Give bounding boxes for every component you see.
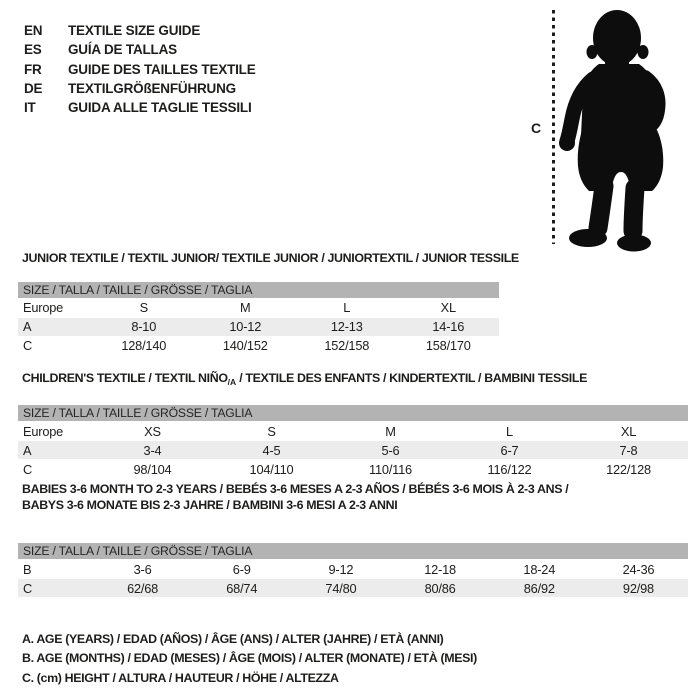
title-text: BABIES 3-6 MONTH TO 2-3 YEARS / BEBÉS 3-6 MESES A 2-3 AÑOS / BÉBÉS 3-6 MOIS À 2-3 ANS /	[22, 482, 569, 496]
row-label: B	[23, 561, 32, 577]
row-value: 4-5	[262, 442, 281, 458]
section-title	[22, 371, 688, 391]
table-row	[18, 337, 499, 355]
row-value: 5-6	[381, 442, 400, 458]
legend-line: C. (cm) HEIGHT / ALTURA / HAUTEUR / HÖHE / ALTEZZA	[22, 670, 339, 685]
row-value: M	[240, 300, 251, 315]
table-row	[18, 318, 499, 336]
row-value: 10-12	[229, 319, 262, 334]
row-value: 92/98	[622, 580, 654, 596]
row-value: XL	[620, 423, 637, 439]
table-row	[18, 560, 688, 578]
section-junior	[18, 248, 688, 355]
row-label: Europe	[23, 423, 64, 439]
language-label: GUIDA ALLE TAGLIE TESSILI	[68, 100, 252, 116]
row-value: 18-24	[523, 561, 556, 577]
row-value: 74/80	[325, 580, 357, 596]
legend-line: A. AGE (YEARS) / EDAD (AÑOS) / ÂGE (ANS) / ALTER (JAHRE) / ETÀ (ANNI)	[22, 632, 444, 646]
language-code: FR	[24, 61, 42, 77]
row-value: 68/74	[226, 580, 258, 596]
row-value: S	[139, 300, 148, 315]
language-code: IT	[24, 100, 36, 116]
language-row	[24, 60, 256, 79]
table-row	[18, 422, 688, 440]
row-value: 8-10	[131, 319, 157, 334]
language-label: GUÍA DE TALLAS	[68, 42, 177, 58]
section-title-line	[22, 482, 688, 498]
language-label: GUIDE DES TAILLES TEXTILE	[68, 61, 256, 77]
title-text: BABYS 3-6 MONATE BIS 2-3 JAHRE / BAMBINI 3-6 MESI A 2-3 ANNI	[22, 497, 398, 512]
section-title	[22, 482, 688, 513]
figure-area	[500, 0, 700, 255]
language-code: EN	[24, 23, 43, 39]
language-code: DE	[24, 81, 43, 97]
language-code: ES	[24, 42, 42, 58]
row-value: 116/122	[487, 461, 532, 477]
language-row	[24, 98, 256, 117]
language-row	[24, 21, 256, 40]
language-row	[24, 40, 256, 59]
section-children	[18, 355, 688, 479]
row-value: L	[343, 300, 351, 315]
row-value: XL	[440, 300, 456, 315]
row-value: 104/110	[249, 461, 294, 477]
row-label: Europe	[23, 300, 64, 315]
row-value: 80/86	[424, 580, 456, 596]
row-value: 158/170	[425, 338, 471, 353]
row-label: C	[23, 338, 33, 353]
row-value: 12-13	[330, 319, 363, 334]
table-row	[18, 441, 688, 459]
legend-line: B. AGE (MONTHS) / EDAD (MESES) / ÂGE (MOIS) / ALTER (MONATE) / ETÀ (MESI)	[22, 651, 477, 666]
row-value: 152/158	[324, 338, 370, 353]
language-list	[24, 21, 256, 117]
table-row	[18, 299, 499, 317]
row-value: 14-16	[432, 319, 465, 334]
section-babies	[18, 478, 688, 597]
title-text: CHILDREN'S TEXTILE / TEXTIL NIÑO	[22, 370, 228, 385]
row-value: 140/152	[222, 338, 268, 353]
row-value: 6-9	[232, 561, 251, 577]
row-value: 24-36	[622, 561, 655, 577]
row-value: XS	[144, 423, 161, 439]
section-title	[22, 251, 688, 267]
row-value: 12-18	[424, 561, 456, 577]
row-value: 3-6	[133, 561, 152, 577]
row-value: 3-4	[143, 442, 162, 458]
row-value: 98/104	[133, 461, 172, 477]
row-value: 110/116	[369, 461, 412, 477]
row-value: 128/140	[121, 338, 167, 353]
row-value: M	[385, 423, 396, 439]
row-value: 9-12	[328, 561, 354, 577]
size-table-junior	[18, 282, 499, 355]
legend	[22, 630, 688, 688]
section-title-line	[22, 371, 688, 391]
section-title-line	[22, 498, 688, 514]
table-row	[18, 460, 688, 478]
section-title-line	[22, 251, 688, 267]
baby-silhouette-icon	[555, 0, 700, 260]
row-value: 6-7	[500, 442, 519, 458]
language-label: TEXTILGRÖßENFÜHRUNG	[68, 81, 236, 97]
size-table-header: SIZE / TALLA / TAILLE / GRÖSSE / TAGLIA	[18, 282, 499, 298]
table-row	[18, 579, 688, 597]
row-value: 86/92	[523, 580, 555, 596]
size-table-header: SIZE / TALLA / TAILLE / GRÖSSE / TAGLIA	[18, 543, 688, 559]
size-table-babies	[18, 543, 688, 597]
title-text: JUNIOR TEXTILE / TEXTIL JUNIOR/ TEXTILE JUNIOR / JUNIORTEXTIL / JUNIOR TESSILE	[22, 251, 519, 265]
row-value: 62/68	[127, 580, 159, 596]
row-label: A	[23, 442, 32, 458]
title-text: /A	[227, 376, 237, 387]
row-label: A	[23, 319, 32, 334]
row-label: C	[23, 580, 33, 596]
row-value: 122/128	[606, 461, 651, 477]
language-label: TEXTILE SIZE GUIDE	[68, 23, 201, 39]
row-value: S	[267, 423, 276, 439]
size-table-children	[18, 405, 688, 478]
language-row	[24, 79, 256, 98]
title-text: / TEXTILE DES ENFANTS / KINDERTEXTIL / BAMBINI TESSILE	[236, 370, 588, 385]
height-measure-label: C	[531, 120, 542, 136]
size-tables-content	[18, 248, 688, 688]
size-table-header: SIZE / TALLA / TAILLE / GRÖSSE / TAGLIA	[18, 405, 688, 421]
row-value: L	[506, 423, 513, 439]
row-value: 7-8	[619, 442, 638, 458]
row-label: C	[23, 461, 33, 477]
